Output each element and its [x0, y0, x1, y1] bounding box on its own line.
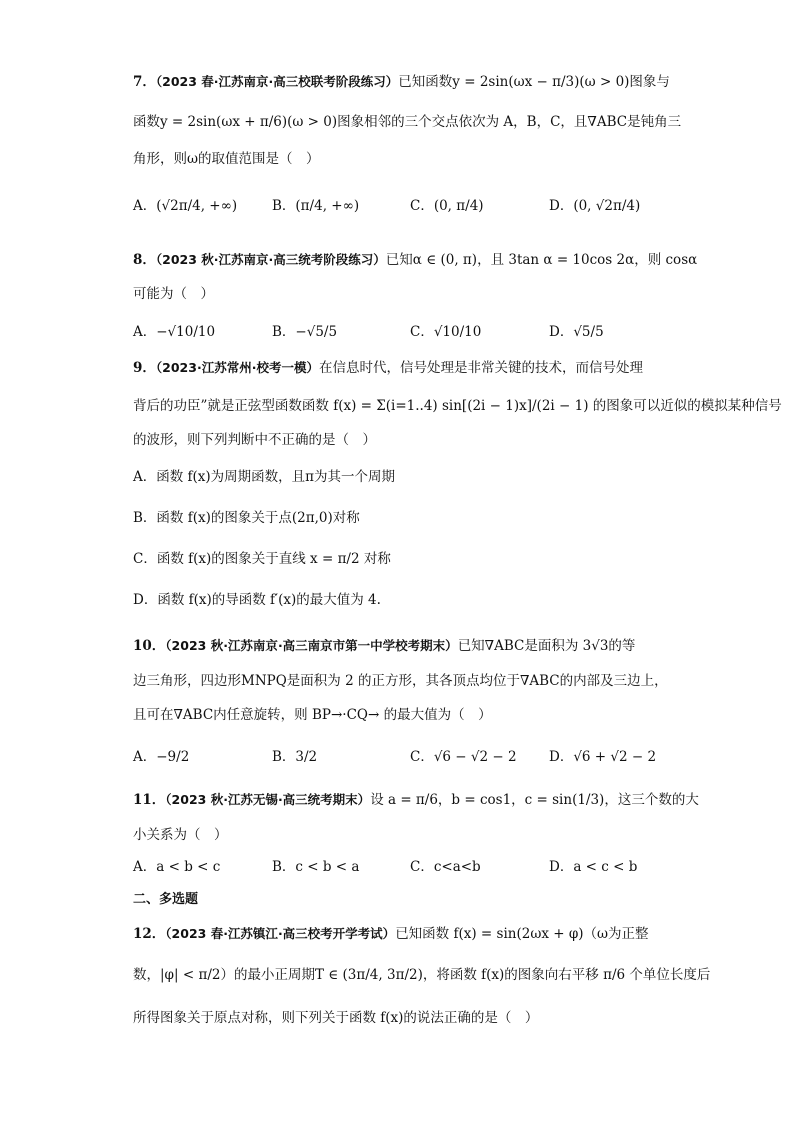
- q9-number: 9．: [133, 360, 156, 376]
- q10-source: （2023 秋·江苏南京·高三南京市第一中学校考期末）: [165, 638, 458, 653]
- q8-source: （2023 秋·江苏南京·高三统考阶段练习）: [155, 252, 386, 267]
- q11-line-1: [133, 790, 699, 810]
- q11-option-c: C．c<a<b: [410, 859, 481, 875]
- q10-line-3: 且可在∇ABC内任意旋转，则 BP→·CQ→ 的最大值为（ ）: [133, 707, 492, 723]
- q10-option-b: B．3/2: [272, 749, 318, 765]
- q7-source: （2023 春·江苏南京·高三校联考阶段练习）: [155, 74, 399, 89]
- q12-text-1: 已知函数 f(x) = sin(2ωx + φ)（ω为正整: [395, 926, 649, 942]
- q10-text-1: 已知∇ABC是面积为 3√3的等: [457, 638, 636, 654]
- q11-option-a: A．a < b < c: [133, 859, 221, 875]
- q12-source: （2023 春·江苏镇江·高三校考开学考试）: [165, 926, 396, 941]
- q8-option-d: D．√5/5: [549, 324, 604, 340]
- q9-option-b: B．函数 f(x)的图象关于点(2π,0)对称: [133, 510, 360, 526]
- q7-line-2: 函数y = 2sin(ωx + π/6)(ω > 0)图象相邻的三个交点依次为 A，B，C，且∇ABC是钝角三: [133, 114, 682, 130]
- q7-line-3: 角形，则ω的取值范围是（ ）: [133, 151, 320, 167]
- q8-option-b: B．−√5/5: [272, 324, 338, 340]
- q7-option-a: A．(√2π/4, +∞): [133, 198, 238, 214]
- q11-line-2: 小关系为（ ）: [133, 827, 228, 843]
- q9-line-1: [133, 358, 643, 378]
- q7-number: 7．: [133, 74, 156, 90]
- q9-line-2: 背后的功臣”就是正弦型函数函数 f(x) = Σ(i=1..4) sin[(2i − 1)x]/(2i − 1) 的图象可以近似的模拟某种信号: [133, 398, 782, 414]
- q12-line-1: [133, 924, 649, 944]
- q8-option-c: C．√10/10: [410, 324, 482, 340]
- q9-option-c: C．函数 f(x)的图象关于直线 x = π/2 对称: [133, 551, 391, 567]
- q8-line-1: [133, 250, 697, 270]
- q8-text-1: 已知α ∈ (0, π)，且 3tan α = 10cos 2α，则 cosα: [385, 252, 698, 268]
- q8-option-a: A．−√10/10: [133, 324, 216, 340]
- q8-line-2: 可能为（ ）: [133, 286, 214, 302]
- q9-option-a: A．函数 f(x)为周期函数，且π为其一个周期: [133, 469, 396, 485]
- q9-line-3: 的波形，则下列判断中不正确的是（ ）: [133, 432, 376, 448]
- q11-number: 11．: [133, 792, 166, 808]
- q11-source: （2023 秋·江苏无锡·高三统考期末）: [165, 792, 371, 807]
- q7-option-d: D．(0, √2π/4): [549, 198, 641, 214]
- q9-text-1: 在信息时代，信号处理是非常关键的技术，而信号处理: [318, 360, 643, 376]
- q7-option-b: B．(π/4, +∞): [272, 198, 360, 214]
- q10-option-a: A．−9/2: [133, 749, 190, 765]
- q7-line-1: [133, 72, 670, 92]
- q11-option-d: D．a < c < b: [549, 859, 638, 875]
- section-title: 二、多选题: [133, 892, 199, 907]
- q10-option-c: C．√6 − √2 − 2: [410, 749, 517, 765]
- q9-source: （2023·江苏常州·校考一模）: [155, 360, 319, 375]
- q7-text-1: 已知函数y = 2sin(ωx − π/3)(ω > 0)图象与: [398, 74, 670, 90]
- q12-line-2: 数，|φ| < π/2）的最小正周期T ∈ (3π/4, 3π/2)，将函数 f(x)的图象向右平移 π/6 个单位长度后: [133, 967, 711, 983]
- q10-line-1: [133, 636, 635, 656]
- q11-text-1: 设 a = π/6，b = cos1，c = sin(1/3)，这三个数的大: [370, 792, 699, 808]
- q11-option-b: B．c < b < a: [272, 859, 360, 875]
- q12-number: 12．: [133, 926, 166, 942]
- q10-number: 10．: [133, 638, 166, 654]
- q12-line-3: 所得图象关于原点对称，则下列关于函数 f(x)的说法正确的是（ ）: [133, 1010, 539, 1026]
- q10-option-d: D．√6 + √2 − 2: [549, 749, 657, 765]
- q9-option-d: D．函数 f(x)的导函数 f′(x)的最大值为 4.: [133, 592, 381, 608]
- q7-option-c: C．(0, π/4): [410, 198, 484, 214]
- q10-line-2: 边三角形，四边形MNPQ是面积为 2 的正方形，其各顶点均位于∇ABC的内部及三边上，: [133, 673, 668, 689]
- q8-number: 8．: [133, 252, 156, 268]
